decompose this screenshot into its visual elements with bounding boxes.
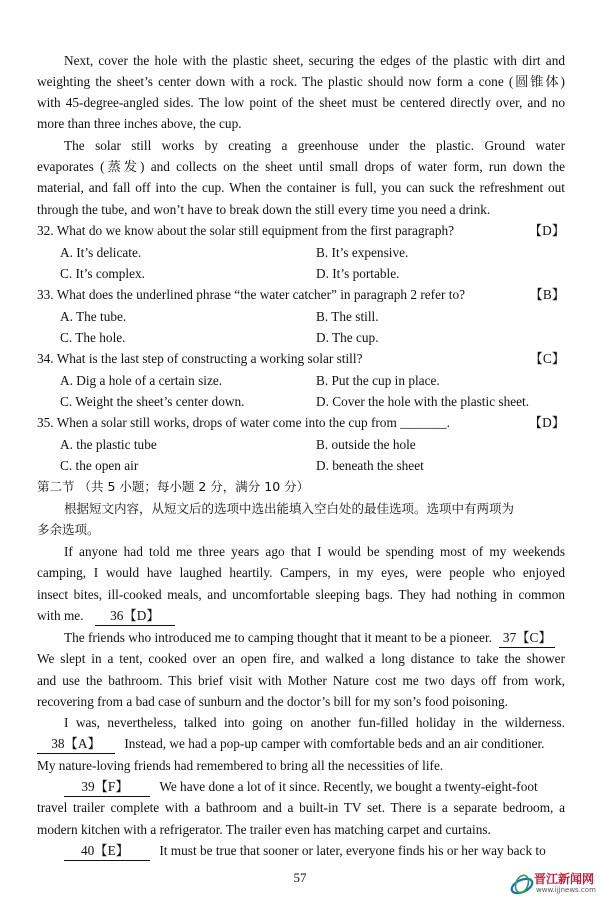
passage-line: and use the bathroom. This brief visit with Mother Nature cost me two days off from work, (37, 673, 565, 688)
passage-line: insect bites, ill-cooked meals, and uncomfortable sleeping bags. They had nothing in common (37, 587, 565, 602)
passage-line: material, and fall off into the cup. When the container is full, you can suck the refreshment out (37, 180, 565, 195)
site-logo (508, 868, 598, 900)
passage-line: more than three inches above, the cup. (37, 116, 242, 131)
passage-line: through the tube, and won’t have to break down the still every time you need a drink. (37, 202, 491, 217)
passage-line: modern kitchen with a refrigerator. The trailer even has matching carpet and curtains. (37, 822, 491, 837)
passage-line: Next, cover the hole with the plastic sheet, securing the edges of the plastic with dirt and (64, 53, 565, 68)
logo-text: 晋江新闻网 (534, 872, 595, 886)
passage-text: Instead, we had a pop-up camper with comfortable beds and an air conditioner. (124, 736, 545, 751)
section-header: 第二节 （共 5 小题；每小题 2 分，满分 10 分） (37, 479, 310, 494)
passage-line: My nature-loving friends had remembered to bring all the necessities of life. (37, 758, 444, 773)
option-a: A. the plastic tube (60, 437, 157, 452)
option-b: B. outside the hole (316, 437, 416, 452)
passage-line: The solar still works by creating a greenhouse under the plastic. Ground water (64, 138, 565, 153)
option-d: D. beneath the sheet (316, 458, 424, 473)
passage-line: evaporates (蒸发) and collects on the sheet until small drops of water form, run down the (37, 159, 565, 174)
answer-blank-40: 40【E】 (64, 842, 150, 861)
logo-swirl-icon (508, 870, 536, 898)
option-a: A. The tube. (60, 309, 127, 324)
option-c: C. Weight the sheet’s center down. (60, 394, 245, 409)
passage-line: We slept in a tent, cooked over an open fire, and walked a long distance to take the shower (37, 651, 565, 666)
question-stem: 32. What do we know about the solar still equipment from the first paragraph? (37, 223, 455, 238)
passage-line: weighting the sheet’s center down with a rock. The plastic should now form a cone (圆锥体) (37, 74, 565, 89)
option-b: B. It’s expensive. (316, 245, 409, 260)
question-answer: 【C】 (529, 351, 565, 366)
question-answer: 【D】 (528, 223, 565, 238)
passage-line: I was, nevertheless, talked into going on another fun-filled holiday in the wilderness. (64, 715, 565, 730)
passage-line: camping, I would have laughed heartily. Campers, in my eyes, were people who enjoyed (37, 565, 565, 580)
passage-line (37, 605, 565, 626)
question-answer: 【D】 (528, 415, 565, 430)
logo-url: www.ijjnews.com (536, 886, 596, 894)
question-stem: 33. What does the underlined phrase “the water catcher” in paragraph 2 refer to? (37, 287, 466, 302)
option-d: D. The cup. (316, 330, 379, 345)
passage-line (64, 627, 565, 648)
option-a: A. It’s delicate. (60, 245, 142, 260)
answer-blank-39: 39【F】 (64, 778, 150, 797)
option-d: D. It’s portable. (316, 266, 400, 281)
page-number: 57 (293, 870, 307, 885)
option-d: D. Cover the hole with the plastic sheet. (316, 394, 530, 409)
question-stem: 35. When a solar still works, drops of water come into the cup from _______. (37, 415, 450, 430)
question-stem: 34. What is the last step of constructing a working solar still? (37, 351, 363, 366)
answer-blank-38: 38【A】 (37, 735, 115, 754)
passage-text: with me. (37, 608, 84, 623)
passage-text: We have done a lot of it since. Recently, we bought a twenty-eight-foot (159, 779, 538, 794)
section-instruction: 多余选项。 (37, 522, 100, 537)
question-answer: 【B】 (529, 287, 565, 302)
passage-line (37, 733, 565, 754)
passage-text: It must be true that sooner or later, everyone finds his or her way back to (159, 843, 546, 858)
option-a: A. Dig a hole of a certain size. (60, 373, 223, 388)
passage-line: If anyone had told me three years ago that I would be spending most of my weekends (64, 544, 565, 559)
option-b: B. The still. (316, 309, 379, 324)
section-instruction: 根据短文内容，从短文后的选项中选出能填入空白处的最佳选项。选项中有两项为 (64, 501, 515, 516)
answer-blank-36: 36【D】 (95, 607, 175, 626)
option-c: C. The hole. (60, 330, 126, 345)
option-b: B. Put the cup in place. (316, 373, 440, 388)
answer-blank-37: 37【C】 (499, 629, 555, 648)
option-c: C. the open air (60, 458, 139, 473)
passage-text: The friends who introduced me to camping thought that it meant to be a pioneer. (64, 630, 492, 645)
passage-line: with 45-degree-angled sides. The low point of the sheet must be centered directly over, and no (37, 95, 565, 110)
passage-line: travel trailer complete with a bathroom and a built-in TV set. There is a separate bedroom, a (37, 800, 565, 815)
passage-line (64, 776, 565, 797)
option-c: C. It’s complex. (60, 266, 145, 281)
passage-line: recovering from a bad case of sunburn and the doctor’s bill for my son’s food poisoning. (37, 694, 508, 709)
passage-line (64, 840, 565, 861)
